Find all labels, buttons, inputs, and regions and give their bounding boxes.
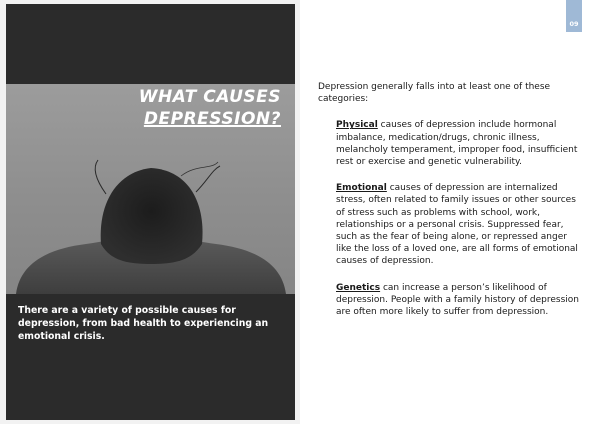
cause-text: can increase a person’s likelihood of depression. People with a family history of depression are often more likely to suffer from depression. [336,282,579,318]
hero-title-line1: WHAT CAUSES [138,87,281,107]
article-body [318,81,584,332]
cause-physical [336,119,584,168]
intro-paragraph: Depression generally falls into at least one of these categories: [318,82,551,105]
page-number: 09 [569,20,579,28]
hero-caption: There are a variety of possible causes for depression, from bad health to experiencing an emotional crisis. [18,305,269,342]
cause-term: Emotional [336,183,387,194]
hero-title-line2: DEPRESSION? [143,109,281,129]
hero-photo [6,84,295,294]
cause-text: causes of depression are internalized stress, often related to family issues or other sources of stress such as problems with school, work, relationships or a personal crisis. Suppressed fear, such as the fear of being alone, or repressed anger like the loss of a loved one, are all forms of emotional causes of depression. [336,183,578,267]
cause-emotional [336,182,584,267]
cause-genetics [336,282,584,319]
cause-term: Genetics [336,282,381,293]
cause-text: causes of depression include hormonal imbalance, medication/drugs, chronic illness, melancholy temperament, improper food, insufficient rest or exercise and genetic vulnerability. [336,120,578,168]
hero-title [139,86,281,130]
page-number-badge [566,0,582,32]
cause-term: Physical [336,120,378,131]
